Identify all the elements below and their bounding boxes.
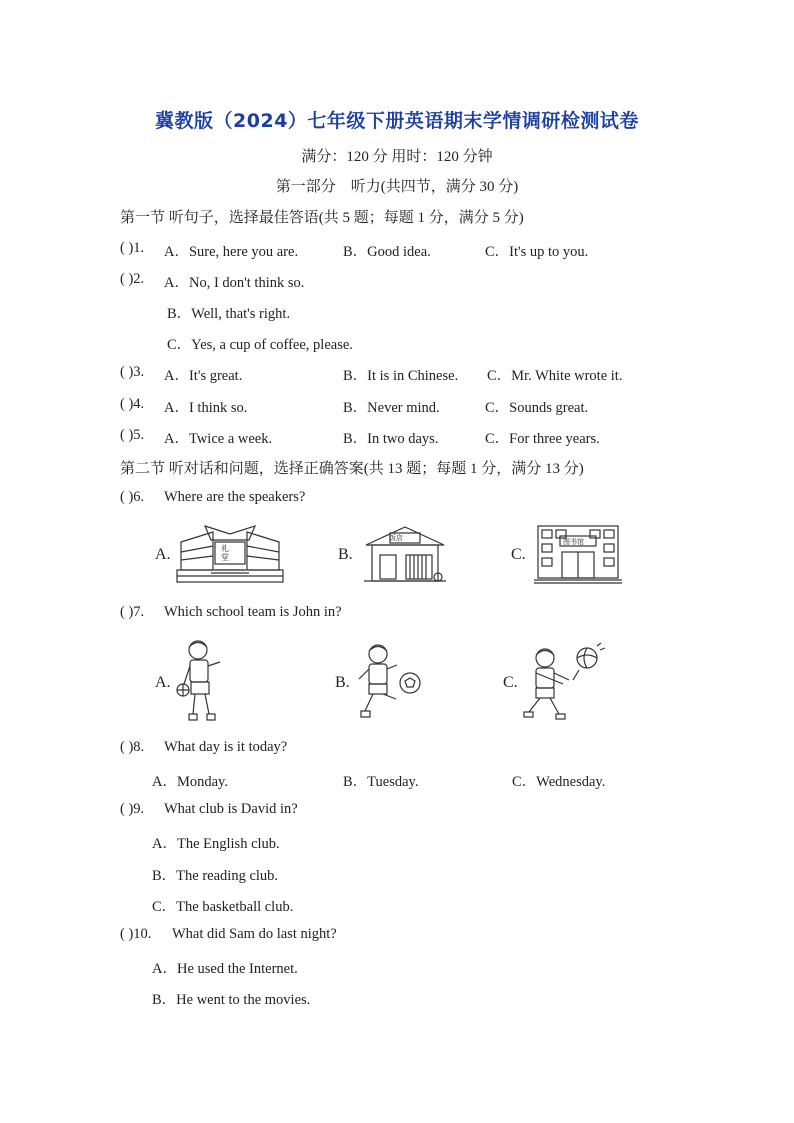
section2-heading: 第二节 听对话和问题，选择正确答案(共 13 题；每题 1 分，满分 13 分): [120, 461, 584, 477]
q2-option-b: B．Well, that's right.: [167, 306, 291, 322]
restaurant-illustration: [362, 523, 448, 585]
q9-option-b: B．The reading club.: [152, 868, 279, 884]
q4-number: ( )4.: [120, 396, 145, 412]
q7-text: Which school team is John in?: [164, 604, 342, 620]
q1-option-b: B．Good idea.: [343, 244, 431, 260]
restaurant-sign: 饭店: [389, 534, 403, 542]
part-heading: 第一部分 听力(共四节，满分 30 分): [275, 179, 519, 195]
q9-option-a: A．The English club.: [152, 836, 280, 852]
q8-number: ( )8.: [120, 739, 145, 755]
q8-option-a: A．Monday.: [152, 774, 228, 790]
q5-option-a: A．Twice a week.: [164, 431, 273, 447]
q6-label-a: A.: [155, 546, 171, 563]
soccer-player-illustration: [356, 641, 424, 721]
q9-text: What club is David in?: [164, 801, 298, 817]
q7-number: ( )7.: [120, 604, 145, 620]
q5-option-b: B．In two days.: [343, 431, 439, 447]
q3-option-c: C．Mr. White wrote it.: [487, 368, 623, 384]
q10-number: ( )10.: [120, 926, 152, 942]
q9-number: ( )9.: [120, 801, 145, 817]
q5-number: ( )5.: [120, 427, 145, 443]
q10-text: What did Sam do last night?: [172, 926, 337, 942]
library-sign: 图书馆: [563, 538, 584, 546]
q8-option-c: C．Wednesday.: [512, 774, 606, 790]
q7-label-a: A.: [155, 674, 171, 691]
q2-option-a: A．No, I don't think so.: [164, 275, 305, 291]
q2-option-c: C．Yes, a cup of coffee, please.: [167, 337, 353, 353]
library-illustration: [534, 522, 622, 584]
section1-heading: 第一节 听句子，选择最佳答语(共 5 题；每题 1 分，满分 5 分): [120, 210, 524, 226]
q5-option-c: C．For three years.: [485, 431, 600, 447]
volleyball-player-illustration: [521, 640, 607, 720]
q4-option-a: A．I think so.: [164, 400, 248, 416]
q9-option-c: C．The basketball club.: [152, 899, 294, 915]
q7-label-c: C.: [503, 674, 518, 691]
q1-option-c: C．It's up to you.: [485, 244, 589, 260]
q8-text: What day is it today?: [164, 739, 288, 755]
q2-number: ( )2.: [120, 271, 145, 287]
auditorium-sign: 礼堂: [221, 544, 229, 562]
q8-option-b: B．Tuesday.: [343, 774, 419, 790]
q3-option-b: B．It is in Chinese.: [343, 368, 459, 384]
q10-option-b: B．He went to the movies.: [152, 992, 311, 1008]
q3-number: ( )3.: [120, 364, 145, 380]
exam-meta: 满分：120 分 用时：120 分钟: [301, 149, 493, 165]
q3-option-a: A．It's great.: [164, 368, 243, 384]
q6-label-b: B.: [338, 546, 353, 563]
q1-number: ( )1.: [120, 240, 145, 256]
q7-label-b: B.: [335, 674, 350, 691]
q6-text: Where are the speakers?: [164, 489, 306, 505]
q6-label-c: C.: [511, 546, 526, 563]
q1-option-a: A．Sure, here you are.: [164, 244, 299, 260]
q4-option-b: B．Never mind.: [343, 400, 440, 416]
q6-number: ( )6.: [120, 489, 145, 505]
exam-title: 冀教版（2024）七年级下册英语期末学情调研检测试卷: [155, 110, 639, 132]
q4-option-c: C．Sounds great.: [485, 400, 589, 416]
q10-option-a: A．He used the Internet.: [152, 961, 298, 977]
basketball-player-illustration: [176, 638, 226, 724]
